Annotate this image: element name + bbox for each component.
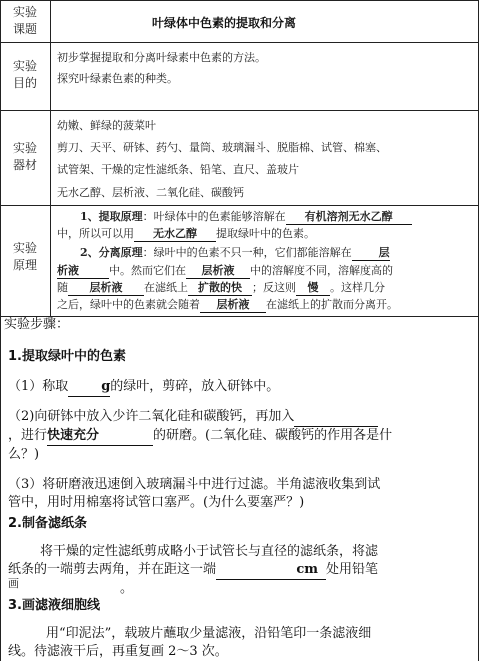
steps-heading: 实验步骤： [4, 317, 70, 332]
principle-line: 1、提取原理：叶绿体中的色素能够溶解在 有机溶剂无水乙醇 [80, 209, 412, 225]
answer-blank: 扩散的快 [188, 280, 252, 296]
table-border-top [0, 0, 479, 1]
step-line: （2)向研钵中放入少许二氧化硅和碳酸钙，再加入 [8, 408, 378, 427]
principle-line: 2、分离原理：绿叶中的色素不只一种，它们都能溶解在 层 [80, 246, 390, 259]
step-line: 么？) [8, 447, 40, 462]
principle-label: 实验 原理 [12, 241, 37, 272]
answer-blank: cm [216, 561, 326, 580]
principle-heading: 1、提取原理 [80, 210, 143, 223]
step-line: 纸条的一端剪去两角，并在距这一端 cm 处用铅笔 [8, 561, 378, 580]
answer-blank: 层 [352, 245, 390, 261]
principle-line: 析液 中。然而它们在 层析液 中的溶解度不同，溶解度高的 [57, 264, 393, 277]
step-line: 管中，用时用棉塞将试管口塞严。(为什么要塞严？) [8, 495, 305, 510]
purpose-label: 实验 目的 [12, 59, 37, 90]
answer-blank: 层析液 [68, 280, 144, 296]
purpose-line: 探究叶绿素色素的种类。 [57, 72, 178, 85]
step-line: 画 [8, 577, 19, 590]
answer-blank: 慢 [296, 280, 330, 296]
principle-line: 中，所以可以用 无水乙醇 提取绿叶中的色素。 [57, 227, 315, 240]
step-line: 线。待滤液干后，再重复画 2～3 次。 [8, 644, 228, 659]
answer-blank: 快速充分 [47, 427, 153, 446]
principle-heading: 2、分离原理 [80, 246, 143, 259]
step-line: 。 [120, 581, 134, 596]
row-divider [0, 205, 479, 206]
answer-blank: 层析液 [186, 263, 250, 279]
principle-line: 随 层析液 在滤纸上 扩散的快 ；反这则 慢 。这样几分 [57, 281, 385, 294]
step-line: （1）称取 g的绿叶，剪碎，放入研钵中。 [8, 378, 279, 397]
materials-line: 剪刀、天平、研钵、药勺、量筒、玻璃漏斗、脱脂棉、试管、棉塞、 [57, 141, 387, 154]
step-line: ，进行快速充分 的研磨。(二氧化硅、碳酸钙的作用各是什 [8, 427, 392, 446]
step-line: 将干燥的定性滤纸剪成略小于试管长与直径的滤纸条，将滤 [40, 544, 379, 559]
answer-blank: g [68, 378, 110, 397]
table-border-left [0, 0, 1, 661]
purpose-line: 初步掌握提取和分离叶绿素中色素的方法。 [57, 51, 266, 64]
page-title: 叶绿体中色素的提取和分离 [152, 16, 297, 30]
materials-line: 无水乙醇、层析液、二氧化硅、碳酸钙 [57, 186, 244, 199]
principle-line: 之后，绿叶中的色素就会随着 层析液 在滤纸上的扩散而分离开。 [57, 298, 398, 311]
step-line: 用“印泥法”，载玻片蘸取少量滤液，沿铅笔印一条滤液细 [46, 626, 372, 641]
row-divider [0, 316, 479, 317]
step-3-title: 3.画滤液细胞线 [8, 598, 100, 613]
step-1-title: 1.提取绿叶中的色素 [8, 349, 126, 364]
step-line: （3）将研磨液迅速倒入玻璃漏斗中进行过滤。半角滤液收集到试 [8, 477, 381, 492]
materials-label: 实验 器材 [12, 141, 37, 172]
answer-blank: 无水乙醇 [134, 226, 216, 242]
answer-blank: 层析液 [200, 297, 266, 313]
header-label: 实验 课题 [12, 5, 37, 36]
row-divider [0, 42, 479, 43]
answer-blank: 析液 [57, 263, 109, 279]
answer-blank [294, 408, 378, 427]
row-divider [0, 110, 479, 111]
materials-line: 幼嫩、鲜绿的菠菜叶 [57, 119, 156, 132]
label-column-divider [50, 0, 51, 317]
step-2-title: 2.制备滤纸条 [8, 516, 87, 531]
materials-line: 试管架、干燥的定性滤纸条、铅笔、直尺、盖玻片 [57, 163, 299, 176]
answer-blank: 有机溶剂无水乙醇 [286, 209, 412, 225]
